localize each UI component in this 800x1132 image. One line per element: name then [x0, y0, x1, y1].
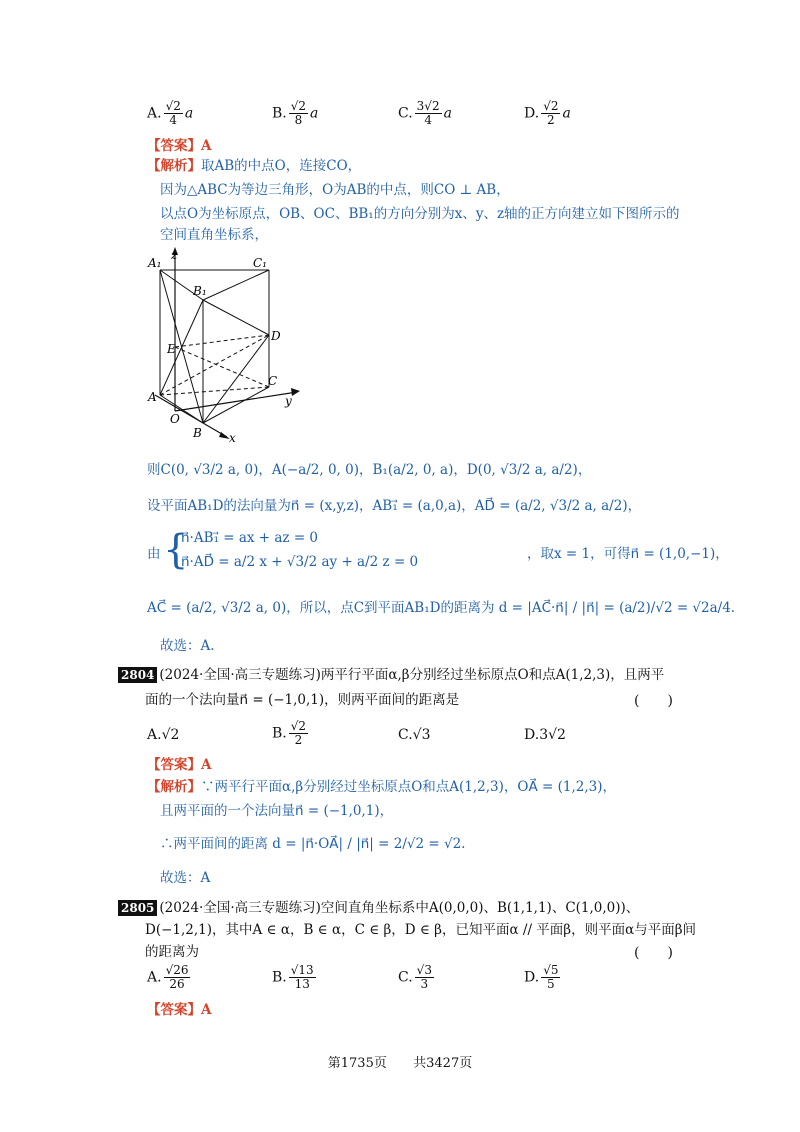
option-a[interactable]: A. $\frac{√2}{4}$ a — [147, 99, 194, 127]
option-c[interactable]: C. $\frac{√3}{3}$ — [398, 963, 432, 991]
q2805-number: 2805 — [118, 900, 157, 916]
q2804-analysis-3: ∴两平面间的距离 d = |n⃗·OA⃗| / |n⃗| = 2/√2 = √2. — [160, 836, 466, 852]
prev-analysis-line-3: 以点O为坐标原点，OB、OC、BB₁的方向分别为x、y、z轴的正方向建立如下图所示的 — [160, 206, 680, 222]
q2805-stem-1: 2805 (2024·全国·高三专题练习)空间直角坐标系中A(0,0,0)、B(1,1,1)、C(1,0,0))、 — [118, 898, 639, 918]
prism-figure — [145, 245, 305, 455]
q2804-analysis-1: 【解析】∵两平行平面α,β分别经过坐标原点O和点A(1,2,3)，OA⃗ = (1,2,3)， — [147, 779, 616, 795]
label-c1: C₁ — [253, 256, 267, 270]
q2805-stem-2: D(−1,2,1)，其中A ∈ α，B ∈ α，C ∈ β，D ∈ β，已知平面α // 平面β，则平面α与平面β间 — [145, 922, 697, 938]
label-a1: A₁ — [148, 256, 162, 270]
prev-analysis-line-2: 因为△ABC为等边三角形，O为AB的中点，则CO ⊥ AB， — [160, 182, 510, 198]
coords-line: 则C(0, √3/2 a, 0)，A(−a/2, 0, 0)，B₁(a/2, 0, a)，D(0, √3/2 a, a/2)， — [147, 462, 592, 478]
q2804-answer: 【答案】A — [147, 757, 212, 773]
option-b[interactable]: B. $\frac{√13}{13}$ — [272, 963, 314, 991]
label-y: y — [285, 394, 292, 408]
page-footer — [0, 1052, 800, 1071]
option-c[interactable]: C. $\frac{3√2}{4}$ a — [398, 99, 452, 127]
prev-analysis-line-1: 【解析】取AB的中点O，连接CO， — [147, 158, 362, 174]
label-d: D — [271, 329, 281, 343]
q2804-analysis-2: 且两平面的一个法向量n⃗ = (−1,0,1)， — [160, 803, 394, 819]
label-b1: B₁ — [193, 284, 207, 298]
label-b: B — [193, 426, 202, 440]
label-x: x — [229, 431, 236, 445]
q2804-paren: ( ) — [634, 693, 673, 709]
option-d[interactable]: D. $\frac{√5}{5}$ — [524, 963, 559, 991]
q2805-options — [0, 964, 800, 1004]
q2805-answer: 【答案】A — [147, 1002, 212, 1018]
system-eq-2: n⃗·AD⃗ = a/2 x + √3/2 ay + a/2 z = 0 — [181, 554, 419, 570]
prev-analysis-line-4: 空间直角坐标系， — [160, 227, 268, 243]
label-c: C — [268, 374, 278, 388]
q2805-paren: ( ) — [634, 945, 673, 961]
option-d[interactable]: D. $\frac{√2}{2}$ a — [524, 99, 571, 127]
label-z: z — [171, 248, 178, 262]
prev-answer: 【答案】A — [147, 138, 212, 154]
page-total: 共3427页 — [413, 1056, 473, 1071]
option-b[interactable]: B. $\frac{√2}{2}$ — [272, 719, 307, 747]
system-tail: ，取x = 1，可得n⃗ = (1,0,−1)， — [527, 546, 729, 562]
distance-line: AC⃗ = (a/2, √3/2 a, 0)，所以，点C到平面AB₁D的距离为 d = |AC⃗·n⃗| / |n⃗| = (a/2)/√2 = √2a/4. — [147, 600, 736, 616]
q2804-conclusion: 故选：A — [160, 870, 211, 886]
q2804-stem-1: 2804 (2024·全国·高三专题练习)两平行平面α,β分别经过坐标原点O和点A(1,2,3)，且两平 — [118, 665, 664, 685]
normal-vector-line: 设平面AB₁D的法向量为n⃗ = (x,y,z)，AB₁⃗ = (a,0,a)，AD⃗ = (a/2, √3/2 a, a/2)， — [147, 498, 642, 514]
q2804-stem-2: 面的一个法向量n⃗ = (−1,0,1)，则两平面间的距离是 — [145, 692, 460, 708]
option-a[interactable]: A.√2 — [147, 727, 180, 743]
prev-conclusion: 故选：A. — [160, 638, 215, 654]
label-a: A — [148, 390, 157, 404]
q2805-stem-3: 的距离为 — [145, 944, 199, 960]
label-o: O — [170, 412, 180, 426]
option-a[interactable]: A. $\frac{√26}{26}$ — [147, 963, 189, 991]
label-e: E — [167, 342, 176, 356]
option-d[interactable]: D.3√2 — [524, 727, 566, 743]
q2804-number: 2804 — [118, 667, 157, 683]
page-number: 第1735页 — [327, 1056, 387, 1071]
option-c[interactable]: C.√3 — [398, 727, 431, 743]
option-b[interactable]: B. $\frac{√2}{8}$ a — [272, 99, 319, 127]
system-eq-1: n⃗·AB₁⃗ = ax + az = 0 — [181, 530, 319, 546]
q2804-options — [0, 720, 800, 760]
prev-options — [0, 100, 800, 140]
